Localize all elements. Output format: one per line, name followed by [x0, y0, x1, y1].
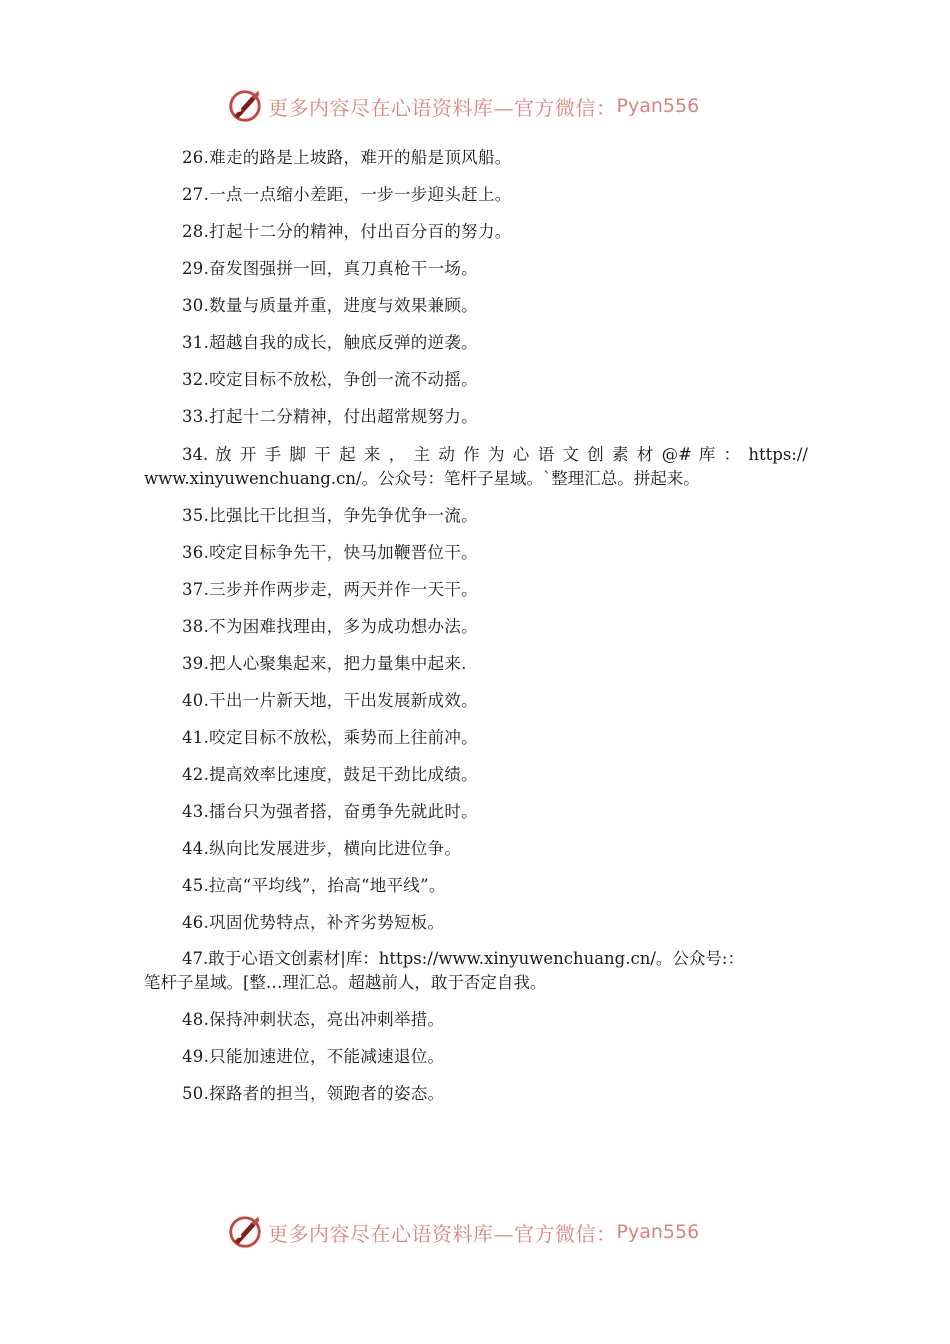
- slogan-34-line-1: 34. 放 开 手 脚 干 起 来 ， 主 动 作 为 心 语 文 创 素 材 @# 库 ： https://: [182, 445, 808, 464]
- slogan-40: 40.干出一片新天地，干出发展新成效。: [182, 691, 478, 710]
- footer-banner-text: 更多内容尽在心语资料库—官方微信：: [268, 1221, 617, 1246]
- slogan-26: 26.难走的路是上坡路，难开的船是顶风船。: [182, 148, 512, 167]
- pen-logo-icon: [226, 1213, 264, 1251]
- slogan-32: 32.咬定目标不放松，争创一流不动摇。: [182, 370, 478, 389]
- slogan-33: 33.打起十二分精神，付出超常规努力。: [182, 407, 478, 426]
- slogan-46: 46.巩固优势特点，补齐劣势短板。: [182, 913, 445, 932]
- slogan-47: [144, 947, 808, 995]
- slogan-47-line-1: 47.敢于心语文创素材|库：https://www.xinyuwenchuang.cn/。公众号:：: [182, 949, 744, 968]
- slogan-28: 28.打起十二分的精神，付出百分百的努力。: [182, 222, 512, 241]
- header-banner-text: 更多内容尽在心语资料库—官方微信：: [268, 95, 617, 120]
- header-banner-content: [226, 84, 699, 128]
- footer-banner: [0, 1210, 950, 1254]
- slogan-43: 43.擂台只为强者搭，奋勇争先就此时。: [182, 802, 478, 821]
- slogan-45: 45.拉高“平均线”，抬高“地平线”。: [182, 876, 446, 895]
- slogan-37: 37.三步并作两步走，两天并作一天干。: [182, 580, 478, 599]
- header-banner: [0, 84, 950, 128]
- slogan-50: 50.探路者的担当，领跑者的姿态。: [182, 1084, 445, 1103]
- slogan-27: 27.一点一点缩小差距，一步一步迎头赶上。: [182, 185, 512, 204]
- slogan-47-line-2: 笔杆子星域。[整…理汇总。超越前人，敢于否定自我。: [144, 973, 547, 992]
- slogan-38: 38.不为困难找理由，多为成功想办法。: [182, 617, 478, 636]
- slogan-29: 29.奋发图强拼一回，真刀真枪干一场。: [182, 259, 478, 278]
- slogan-30: 30.数量与质量并重，进度与效果兼顾。: [182, 296, 478, 315]
- slogan-36: 36.咬定目标争先干，快马加鞭晋位干。: [182, 543, 478, 562]
- slogan-42: 42.提高效率比速度，鼓足干劲比成绩。: [182, 765, 478, 784]
- footer-banner-content: [226, 1210, 699, 1254]
- footer-banner-wechat: Pyan556: [616, 1221, 700, 1243]
- slogan-31: 31.超越自我的成长，触底反弹的逆袭。: [182, 333, 478, 352]
- slogan-49: 49.只能加速进位，不能减速退位。: [182, 1047, 445, 1066]
- slogan-44: 44.纵向比发展进步，横向比进位争。: [182, 839, 462, 858]
- slogan-41: 41.咬定目标不放松，乘势而上往前冲。: [182, 728, 478, 747]
- slogan-35: 35.比强比干比担当，争先争优争一流。: [182, 506, 478, 525]
- slogan-39: 39.把人心聚集起来，把力量集中起来.: [182, 654, 467, 673]
- slogan-48: 48.保持冲刺状态，亮出冲刺举措。: [182, 1010, 445, 1029]
- pen-logo-icon: [226, 87, 264, 125]
- slogan-34: [144, 443, 808, 491]
- slogan-34-line-2: www.xinyuwenchuang.cn/。公众号：笔杆子星域。`整理汇总。拼起来。: [144, 469, 700, 488]
- header-banner-wechat: Pyan556: [616, 95, 700, 117]
